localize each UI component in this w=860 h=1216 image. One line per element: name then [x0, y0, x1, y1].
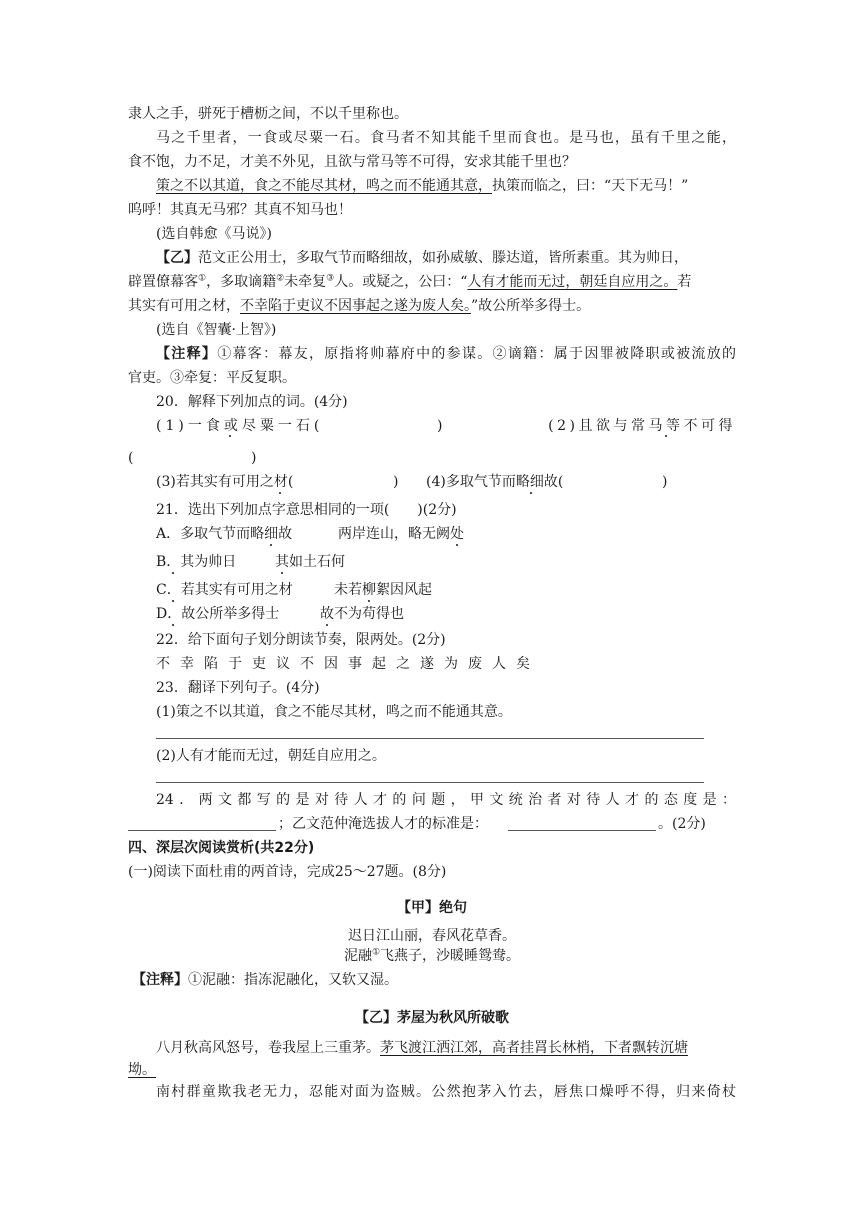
poem-line: 南村群童欺我老无力，忍能对面为盗贼。公然抱茅入竹去，唇焦口燥呼不得，归来倚杖 — [156, 1084, 736, 1100]
notes-line: 官吏。③牵复：平反复职。 — [128, 370, 296, 386]
question-22: 22．给下面句子划分朗读节奏，限两处。(2分) — [156, 632, 446, 648]
answer-blank-close: ) — [393, 474, 399, 490]
section-marker: 【乙】 — [156, 250, 198, 266]
question-24-score: 。(2分) — [658, 816, 706, 832]
question-24: 24．两文都写的是对待人才的问题，甲文统治者对待人才的态度是： — [156, 792, 736, 808]
notes-marker: 【注释】 — [156, 346, 218, 362]
text-line: 呜呼！其真无马邪？其真不知马也！ — [128, 202, 352, 218]
answer-blank-close: ) — [437, 418, 443, 434]
question-23-item-1: (1)策之不以其道，食之不能尽其材，鸣之而不能通其意。 — [156, 704, 512, 720]
footnote-mark: ① — [371, 947, 381, 958]
notes-line: 【注释】①幕客：幕友，原指将帅幕府中的参谋。②谪籍：属于因罪被降职或被流放的 — [156, 346, 737, 362]
poem-line: 迟日江山丽，春风花草香。 — [348, 928, 516, 944]
underlined-sentence: 不幸陷于吏议不因事起之遂为废人矣。 — [240, 298, 471, 314]
answer-line — [156, 782, 704, 783]
poem-line: 泥融①飞燕子，沙暖睡鸳鸯。 — [343, 947, 521, 964]
footnote-mark: ③ — [326, 273, 335, 284]
option-a-compare: 两岸连山，略无阙处 — [338, 526, 464, 542]
section-heading: 四、深层次阅读赏析(共22分) — [128, 840, 315, 856]
notes-line: 【注释】①泥融：指冻泥融化，又软又湿。 — [132, 972, 398, 988]
option-d: D．故公所举多得士 — [156, 606, 280, 622]
poem-title: 【乙】茅屋为秋风所破歌 — [355, 1010, 509, 1026]
option-a: A．多取气节而略细故 — [156, 526, 293, 542]
underlined-sentence: 策之不以其道，食之不能尽其材，鸣之而不能通其意， — [156, 178, 492, 194]
answer-line — [156, 738, 704, 739]
text-line: 其实有可用之材，不幸陷于吏议不因事起之遂为废人矣。”故公所举多得士。 — [128, 298, 591, 314]
answer-line — [508, 830, 656, 831]
source-citation: (选自《智囊·上智》) — [156, 322, 277, 338]
option-c: C．若其实有可用之材 — [156, 582, 293, 598]
poem-line — [128, 1060, 736, 1080]
option-c-compare: 未若柳絮因风起 — [334, 582, 432, 598]
underlined-sentence: 人有才能而无过，朝廷自应用之。 — [467, 274, 678, 290]
question-22-sentence: 不幸陷于吏议不因事起之遂为废人矣 — [156, 656, 540, 672]
question-20-item-4: (4)多取气节而略细故( — [426, 474, 564, 490]
text-line: 隶人之手，骈死于槽枥之间，不以千里称也。 — [128, 106, 408, 122]
text-line: 策之不以其道，食之不能尽其材，鸣之而不能通其意，执策而临之，曰：“天下无马！” — [156, 178, 689, 194]
section-instruction: (一)阅读下面杜甫的两首诗，完成25～27题。(8分) — [128, 864, 447, 880]
question-20-item-3: (3)若其实有可用之材( — [156, 474, 294, 490]
question-24-cont: ；乙文范仲淹选拔人才的标准是： — [278, 816, 488, 832]
answer-blank-close: ) — [662, 474, 668, 490]
option-d-compare: 故不为苟得也 — [320, 606, 404, 622]
option-b: B．其为帅日 — [156, 554, 237, 570]
underlined-sentence: 茅飞渡江洒江郊，高者挂罥长林梢，下者飘转沉塘 — [380, 1040, 688, 1056]
answer-line — [128, 830, 276, 831]
footnote-mark: ① — [198, 273, 207, 284]
option-b-compare: 其如土石何 — [275, 554, 345, 570]
text-line: 辟置僚幕客①，多取谪籍②未牵复③人。或疑之，公曰：“人有才能而无过，朝廷自应用之。若 — [128, 273, 692, 290]
text-line: 食不饱，力不足，才美不外见，且欲与常马等不可得，安求其能千里也？ — [128, 154, 576, 170]
text-line: 马之千里者，一食或尽粟一石。食马者不知其能千里而食也。是马也，虽有千里之能， — [156, 130, 736, 146]
underlined-sentence: 坳。 — [128, 1062, 156, 1078]
question-20-item-1: (1)一食或尽粟一石( — [156, 418, 324, 434]
answer-blank-close: ) — [251, 450, 257, 466]
answer-blank-open: ( — [128, 450, 134, 466]
source-citation: (选自韩愈《马说》) — [156, 226, 272, 242]
question-23: 23．翻译下列句子。(4分) — [156, 680, 320, 696]
question-20-item-2: (2)且欲与常马等不可得 — [548, 418, 736, 434]
notes-marker: 【注释】 — [132, 972, 188, 988]
text-line: 【乙】范文正公用士，多取气节而略细故，如孙威敏、滕达道，皆所素重。其为帅日， — [156, 250, 688, 266]
question-23-item-2: (2)人有才能而无过，朝廷自应用之。 — [156, 748, 386, 764]
footnote-mark: ② — [276, 273, 285, 284]
poem-title: 【甲】绝句 — [397, 900, 467, 916]
question-20: 20．解释下列加点的词。(4分) — [156, 394, 348, 410]
question-21: 21．选出下列加点字意思相同的一项( )(2分) — [156, 502, 457, 518]
poem-line: 八月秋高风怒号，卷我屋上三重茅。茅飞渡江洒江郊，高者挂罥长林梢，下者飘转沉塘 — [156, 1040, 688, 1056]
